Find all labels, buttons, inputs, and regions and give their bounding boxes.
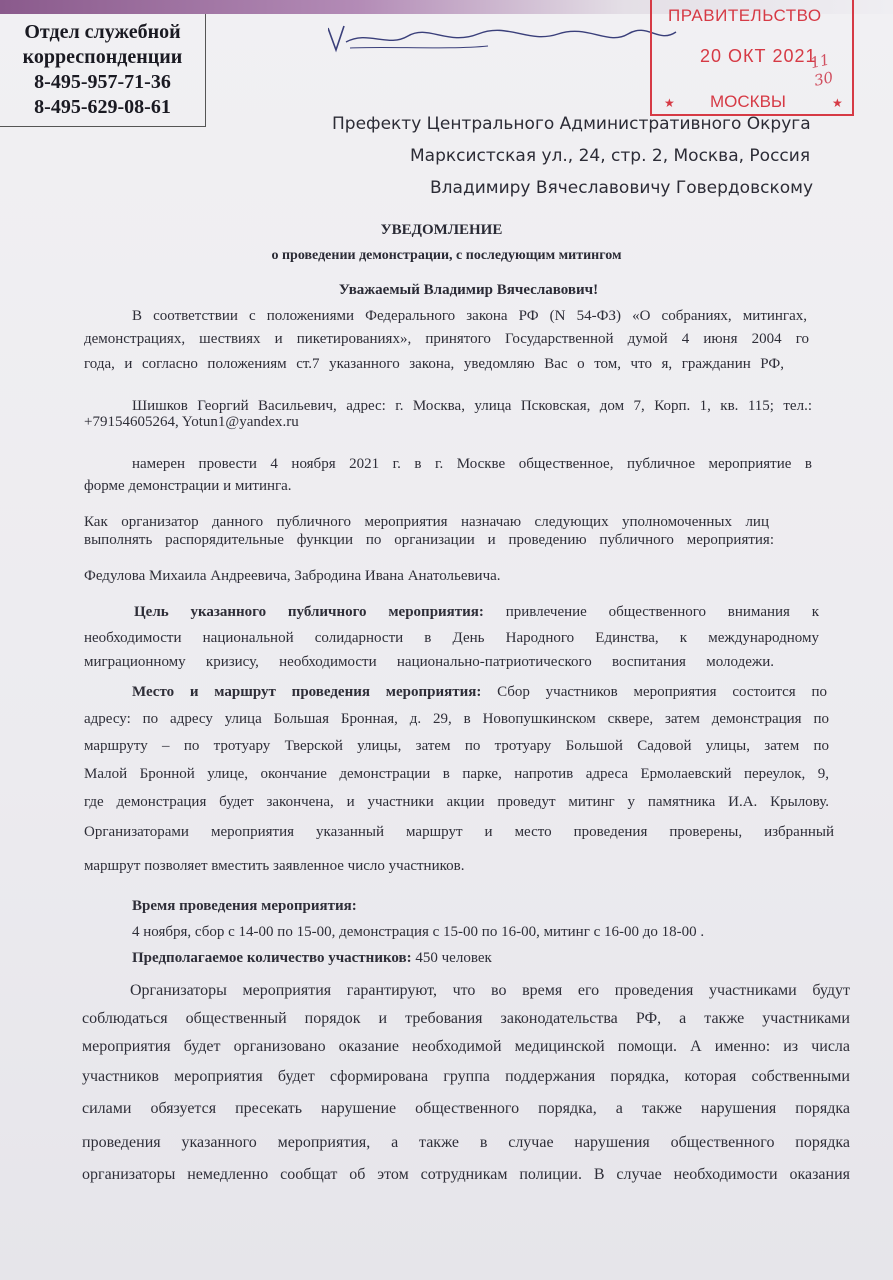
- paragraph-line: Цель указанного публичного мероприятия: привлечение общественного внимания к: [134, 604, 819, 620]
- star-icon: ★: [832, 96, 843, 110]
- handwritten-note: [328, 20, 678, 60]
- paragraph-line: Место и маршрут проведения мероприятия: Сбор участников мероприятия состоится по: [132, 684, 827, 700]
- paragraph-line: +79154605264, Yotun1@yandex.ru: [84, 414, 299, 430]
- document-title: УВЕДОМЛЕНИЕ: [380, 222, 503, 238]
- paragraph-line: Организаторы мероприятия гарантируют, что во время его проведения участниками будут: [130, 982, 850, 999]
- goal-label: Цель указанного публичного мероприятия:: [134, 604, 484, 620]
- stamp-line-1: Отдел служебной: [24, 21, 181, 43]
- count-label: Предполагаемое количество участников:: [132, 950, 412, 966]
- paragraph-line: мероприятия будет организовано оказание необходимой медицинской помощи. А именно: из числа: [82, 1038, 850, 1055]
- salutation: Уважаемый Владимир Вячеславович!: [338, 282, 599, 298]
- paragraph-line: миграционному кризису, необходимости национально-патриотического воспитания молодежи.: [84, 654, 774, 670]
- paragraph-line: Предполагаемое количество участников: 450 человек: [132, 950, 492, 966]
- paragraph-line: Малой Бронной улице, окончание демонстрации в парке, напротив адреса Ермолаевский переулок, 9,: [84, 766, 829, 782]
- paragraph-line: маршруту – по тротуару Тверской улицы, затем по тротуару Большой Садовой улицы, затем по: [84, 738, 829, 754]
- stamp-line-2: корреспонденции: [22, 46, 183, 68]
- paragraph-line: маршрут позволяет вместить заявленное число участников.: [84, 858, 465, 874]
- paragraph-line: адресу: по адресу улица Большая Бронная, д. 29, в Новопушкинском сквере, затем демонстрация по: [84, 711, 829, 727]
- paragraph-line: Как организатор данного публичного мероприятия назначаю следующих уполномоченных лиц: [84, 514, 769, 530]
- paragraph-line: организаторы немедленно сообщат об этом сотрудникам полиции. В случае необходимости оказания: [82, 1166, 850, 1183]
- paragraph-line: демонстрациях, шествиях и пикетированиях», принятого Государственной думой 4 июня 2004 го: [84, 331, 809, 347]
- stamp-date: 20 ОКТ 2021: [700, 46, 817, 66]
- paragraph-line: где демонстрация будет закончена, и участники акции проведут митинг у памятника И.А. Крылову.: [84, 794, 829, 810]
- paragraph-line: необходимости национальной солидарности в День Народного Единства, к международному: [84, 630, 819, 646]
- paragraph-line: силами обязуется пресекать нарушение общественного порядка, а также нарушения порядка: [82, 1100, 850, 1117]
- stamp-phone-2: 8-495-629-08-61: [34, 96, 171, 118]
- paragraph-line: форме демонстрации и митинга.: [84, 478, 292, 494]
- paragraph-line: проведения указанного мероприятия, а также в случае нарушения общественного порядка: [82, 1134, 850, 1151]
- paragraph-line: Организаторами мероприятия указанный маршрут и место проведения проверены, избранный: [84, 824, 834, 840]
- paragraph-line: намерен провести 4 ноября 2021 г. в г. Москве общественное, публичное мероприятие в: [132, 456, 812, 472]
- recipient-line-3: Владимиру Вячеславовичу Говердовскому: [430, 178, 814, 198]
- government-receipt-stamp: [650, 0, 854, 116]
- paragraph-line: 4 ноября, сбор с 14-00 по 15-00, демонстрация с 15-00 по 16-00, митинг с 16-00 до 18-00 .: [132, 924, 705, 940]
- place-label: Место и маршрут проведения мероприятия:: [132, 684, 482, 700]
- stamp-org: ПРАВИТЕЛЬСТВО: [668, 6, 822, 25]
- paragraph-line: участников мероприятия будет сформирована группа поддержания порядка, которая собственными: [82, 1068, 850, 1085]
- time-label: Время проведения мероприятия:: [132, 898, 357, 914]
- paragraph-line: Федулова Михаила Андреевича, Забродина Ивана Анатольевича.: [84, 568, 501, 584]
- stamp-phone-1: 8-495-957-71-36: [34, 71, 171, 93]
- paragraph-line: выполнять распорядительные функции по организации и проведению публичного мероприятия:: [84, 532, 774, 548]
- recipient-line-1: Префекту Центрального Административного Округа: [332, 114, 811, 134]
- stamp-city: МОСКВЫ: [710, 92, 786, 111]
- recipient-line-2: Марксистская ул., 24, стр. 2, Москва, Россия: [410, 146, 811, 166]
- paragraph-line: Шишков Георгий Васильевич, адрес: г. Москва, улица Псковская, дом 7, Корп. 1, кв. 115; тел.:: [132, 398, 812, 414]
- document-subtitle: о проведении демонстрации, с последующим митингом: [271, 248, 622, 263]
- paragraph-line: года, и согласно положениям ст.7 указанного закона, уведомляю Вас о том, что я, гражданин РФ,: [84, 356, 784, 372]
- correspondence-stamp-box: [0, 14, 206, 127]
- paragraph-line: соблюдаться общественный порядок и требования законодательства РФ, а также участниками: [82, 1010, 850, 1027]
- stamp-handwritten-number: 11 30: [808, 50, 835, 90]
- star-icon: ★: [664, 96, 675, 110]
- paragraph-line: В соответствии с положениями Федерального закона РФ (N 54-ФЗ) «О собраниях, митингах,: [132, 308, 807, 324]
